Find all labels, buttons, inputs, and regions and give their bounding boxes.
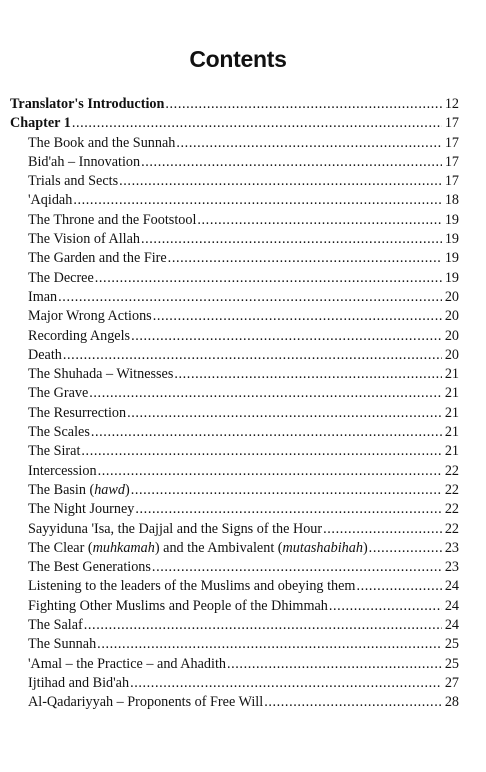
toc-entry-title-part: ) and the Ambivalent ( [154,539,283,556]
toc-page-number: 19 [444,269,459,286]
toc-page-number: 17 [444,153,459,170]
toc-entry-title-part: The Scales [28,424,90,441]
toc-page-number: 19 [444,211,459,228]
dot-leader [165,95,441,114]
toc-entry[interactable] [10,597,459,616]
dot-leader [152,558,442,577]
toc-entry-title-part: Intercession [28,462,97,479]
toc-entry-title-part: The Best Generations [28,559,151,576]
dot-leader [63,346,442,365]
toc-entry-title-part: The Resurrection [28,404,127,421]
dot-leader [81,442,441,461]
toc-entry-title [28,404,127,423]
toc-page-number: 18 [444,192,459,209]
toc-page-number: 28 [444,694,459,711]
toc-entry-title-part: The Throne and the Footstool [28,211,197,228]
toc-entry-title-italic: mutashabihah [282,539,363,556]
toc-entry-title [28,635,97,654]
toc-entry[interactable] [10,577,459,596]
dot-leader [127,404,442,423]
toc-entry-title-part: The Vision of Allah [28,231,140,248]
toc-entry[interactable] [10,134,459,153]
toc-entry-title [28,288,58,307]
dot-leader [89,384,442,403]
dot-leader [356,577,441,596]
toc-entry[interactable] [10,307,459,326]
toc-page-number: 21 [444,385,459,402]
toc-entry-title-part: The Sirat [28,443,81,460]
toc-page-number: 23 [444,559,459,576]
toc-entry-title-part: ) [362,539,368,556]
toc-entry-title-part: ) [124,481,130,498]
toc-entry[interactable] [10,249,459,268]
toc-page-number: 23 [444,539,459,556]
toc-entry-title [28,674,130,693]
toc-entry-title-part: Fighting Other Muslims and People of the Dhimmah [28,597,328,614]
dot-leader [84,616,442,635]
dot-leader [369,539,442,558]
toc-entry[interactable] [10,327,459,346]
toc-entry-title-part: The Decree [28,269,94,286]
toc-entry-title-part: Translator's Introduction [10,96,165,112]
toc-entry[interactable] [10,384,459,403]
toc-entry-title [28,307,153,326]
toc-entry-title-part: The Sunnah [28,636,97,653]
toc-page-number: 17 [444,173,459,190]
dot-leader [73,191,441,210]
toc-entry[interactable] [10,153,459,172]
toc-entry[interactable] [10,462,459,481]
toc-page-number: 22 [444,462,459,479]
toc-entry-title [28,134,176,153]
toc-entry-title [28,365,174,384]
toc-entry[interactable] [10,693,459,712]
toc-entry-title-part: Death [28,346,62,363]
toc-entry-title-part: Sayyiduna 'Isa, the Dajjal and the Signs of the Hour [28,520,323,537]
toc-entry-title [28,577,356,596]
toc-entry[interactable] [10,365,459,384]
toc-page-number: 22 [444,520,459,537]
toc-entry[interactable] [10,635,459,654]
toc-page-number: 22 [444,501,459,518]
toc-page-number: 21 [444,366,459,383]
dot-leader [176,134,441,153]
toc-entry-title [28,558,152,577]
toc-entry[interactable] [10,520,459,539]
toc-page-number: 24 [444,617,459,634]
dot-leader [141,153,442,172]
dot-leader [227,655,442,674]
toc-entry[interactable] [10,191,459,210]
dot-leader [91,423,442,442]
dot-leader [153,307,442,326]
dot-leader [58,288,442,307]
toc-entry[interactable] [10,172,459,191]
dot-leader [98,462,442,481]
dot-leader [97,635,442,654]
toc-page-number: 24 [444,578,459,595]
toc-entry-title-part: The Shuhada – Witnesses [28,366,174,383]
toc-section-entry[interactable] [10,114,459,133]
toc-entry-title [28,616,84,635]
toc-entry-title-part: Listening to the leaders of the Muslims and obeying them [28,578,356,595]
dot-leader [131,327,442,346]
toc-entry[interactable] [10,269,459,288]
toc-page-number: 21 [444,404,459,421]
toc-entry[interactable] [10,211,459,230]
toc-entry-title [28,462,98,481]
toc-page-number: 21 [444,443,459,460]
toc-entry-title [28,346,63,365]
toc-entry-title [28,172,119,191]
dot-leader [197,211,441,230]
toc-entry-title-italic: hawd [94,481,125,498]
dot-leader [174,365,441,384]
toc-entry[interactable] [10,423,459,442]
toc-entry[interactable] [10,404,459,423]
toc-entry-title [28,211,197,230]
toc-entry-title-part: Trials and Sects [28,173,119,190]
dot-leader [131,481,442,500]
toc-section-entry[interactable] [10,95,459,114]
dot-leader [323,520,442,539]
dot-leader [264,693,442,712]
toc-entry-title-part: Recording Angels [28,327,131,344]
toc-entry-title-part: Iman [28,288,58,305]
toc-entry-title [28,249,168,268]
toc-entry[interactable] [10,442,459,461]
toc-entry-title-part: The Grave [28,385,89,402]
toc-entry-title [10,114,72,133]
dot-leader [72,114,442,133]
toc-page-number: 22 [444,481,459,498]
toc-page-number: 17 [444,134,459,151]
toc-entry-title-italic: muhkamah [92,539,155,556]
toc-entry-title [28,153,141,172]
toc-entry-title [28,230,141,249]
toc-page-number: 27 [444,674,459,691]
toc-entry-title [28,481,131,500]
toc-entry-title-part: Chapter 1 [10,115,71,132]
toc-entry-title-part: The Salaf [28,617,83,634]
toc-entry[interactable] [10,500,459,519]
dot-leader [135,500,441,519]
toc-entry-title-part: 'Aqidah [28,192,73,209]
dot-leader [95,269,442,288]
toc-entry-title [28,655,227,674]
toc-page-number: 20 [444,288,459,305]
toc-entry-title-part: The Garden and the Fire [28,250,167,267]
toc-entry-title [28,269,95,288]
toc-page-number: 17 [444,115,459,132]
dot-leader [168,249,442,268]
toc-entry-title-part: The Basin ( [28,481,95,498]
toc-page-number: 12 [444,96,459,112]
toc-entry-title-part: Al-Qadariyyah – Proponents of Free Will [28,694,264,711]
toc-entry-title-part: The Night Journey [28,501,135,518]
toc-page-number: 20 [444,346,459,363]
toc-entry-title-part: Bid'ah – Innovation [28,153,141,170]
table-of-contents [10,95,459,713]
toc-entry[interactable] [10,616,459,635]
toc-entry-title [28,191,73,210]
toc-page-number: 25 [444,655,459,672]
toc-entry-title-part: Major Wrong Actions [28,308,152,325]
toc-page-number: 20 [444,327,459,344]
toc-page-number: 19 [444,250,459,267]
toc-entry-title [28,442,81,461]
toc-entry[interactable] [10,539,459,558]
toc-entry[interactable] [10,674,459,693]
toc-entry[interactable] [10,346,459,365]
dot-leader [119,172,442,191]
toc-page-number: 24 [444,597,459,614]
dot-leader [130,674,442,693]
toc-entry[interactable] [10,230,459,249]
dot-leader [141,230,442,249]
toc-entry[interactable] [10,558,459,577]
toc-entry-title [28,423,91,442]
toc-entry[interactable] [10,288,459,307]
dot-leader [329,597,442,616]
toc-entry-title [28,500,135,519]
toc-page-number: 19 [444,231,459,248]
toc-entry[interactable] [10,481,459,500]
toc-entry-title [10,95,165,114]
toc-entry-title-part: The Clear ( [28,539,93,556]
toc-page-number: 21 [444,424,459,441]
toc-page-number: 25 [444,636,459,653]
toc-entry-title [28,384,89,403]
toc-entry-title-part: The Book and the Sunnah [28,134,176,151]
toc-entry-title [28,520,323,539]
toc-entry-title-part: 'Amal – the Practice – and Ahadith [28,655,226,672]
toc-entry-title [28,327,131,346]
toc-entry-title [28,539,369,558]
page-title: Contents [189,46,287,72]
toc-page-number: 20 [444,308,459,325]
toc-entry[interactable] [10,655,459,674]
toc-entry-title [28,693,264,712]
toc-entry-title-part: Ijtihad and Bid'ah [28,674,130,691]
toc-entry-title [28,597,329,616]
